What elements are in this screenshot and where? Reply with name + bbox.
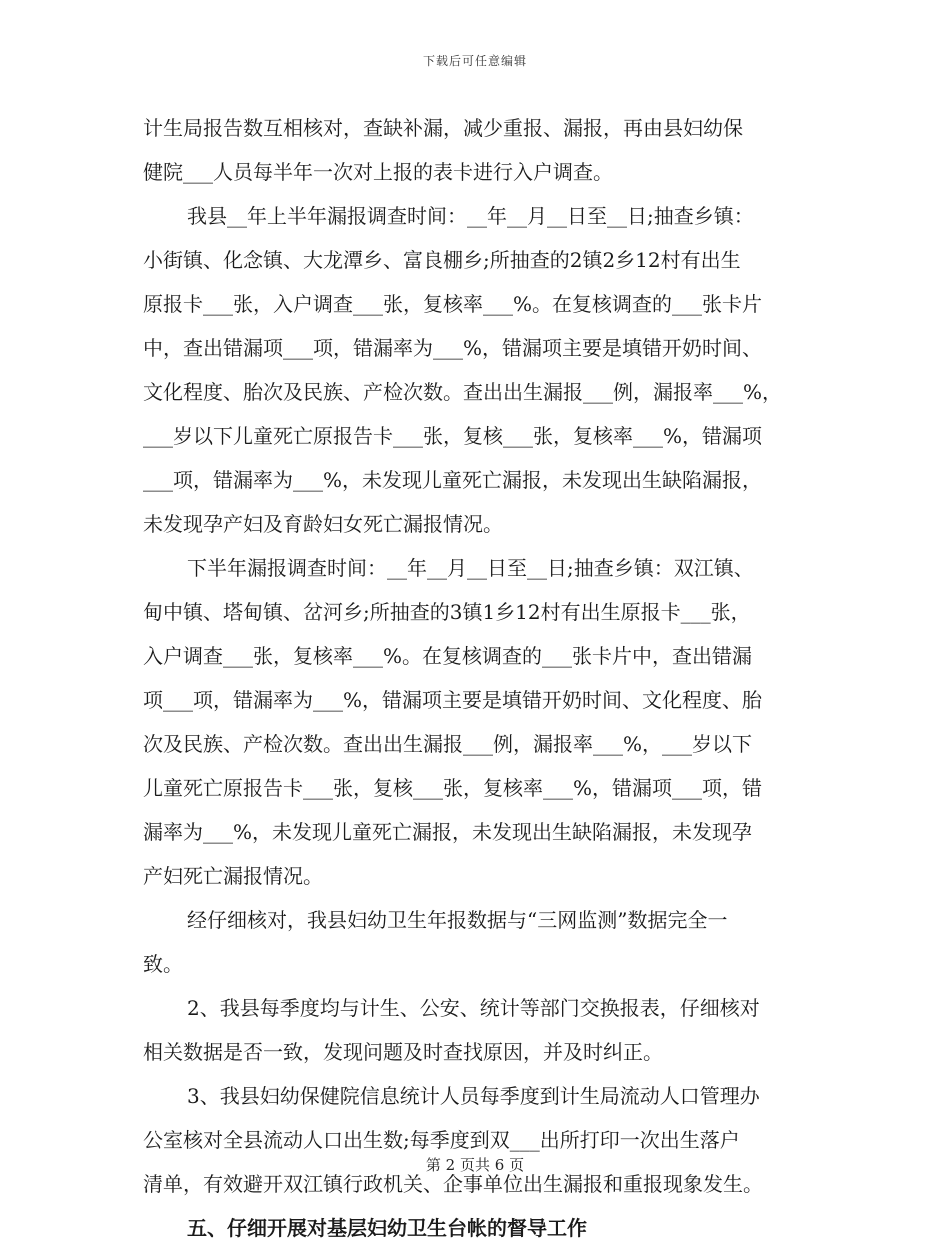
body-line: ___岁以下儿童死亡原报告卡___张，复核___张，复核率___%，错漏项 bbox=[143, 424, 763, 448]
body-line: 计生局报告数互相核对，查缺补漏，减少重报、漏报，再由县妇幼保 bbox=[143, 116, 743, 140]
body-line: 产妇死亡漏报情况。 bbox=[143, 864, 323, 888]
body-line: 漏率为___%，未发现儿童死亡漏报，未发现出生缺陷漏报，未发现孕 bbox=[143, 820, 753, 844]
body-line: 经仔细核对，我县妇幼卫生年报数据与“三网监测”数据完全一 bbox=[187, 908, 728, 932]
section-heading: 五、仔细开展对基层妇幼卫生台帐的督导工作 bbox=[187, 1216, 587, 1240]
body-line: 文化程度、胎次及民族、产检次数。查出出生漏报___例，漏报率___%， bbox=[143, 380, 783, 404]
body-line: 2、我县每季度均与计生、公安、统计等部门交换报表，仔细核对 bbox=[187, 996, 760, 1020]
body-line: 公室核对全县流动人口出生数;每季度到双___出所打印一次出生落户 bbox=[143, 1128, 740, 1152]
body-line: 入户调查___张，复核率___%。在复核调查的___张卡片中，查出错漏 bbox=[143, 644, 753, 668]
page-number: 第 2 页共 6 页 bbox=[425, 1156, 525, 1174]
body-line: 下半年漏报调查时间：__年__月__日至__日;抽查乡镇：双江镇、 bbox=[187, 556, 754, 580]
body-line: 小街镇、化念镇、大龙潭乡、富良棚乡;所抽查的2镇2乡12村有出生 bbox=[143, 248, 741, 272]
body-line: 相关数据是否一致，发现问题及时查找原因，并及时纠正。 bbox=[143, 1040, 663, 1064]
body-line: 3、我县妇幼保健院信息统计人员每季度到计生局流动人口管理办 bbox=[187, 1084, 760, 1108]
body-line: 甸中镇、塔甸镇、岔河乡;所抽查的3镇1乡12村有出生原报卡___张， bbox=[143, 600, 751, 624]
body-line: 次及民族、产检次数。查出出生漏报___例，漏报率___%，___岁以下 bbox=[143, 732, 753, 756]
body-line: 项___项，错漏率为___%，错漏项主要是填错开奶时间、文化程度、胎 bbox=[143, 688, 763, 712]
body-line: ___项，错漏率为___%，未发现儿童死亡漏报，未发现出生缺陷漏报， bbox=[143, 468, 763, 492]
document-body bbox=[143, 106, 813, 1250]
body-line: 健院___人员每半年一次对上报的表卡进行入户调查。 bbox=[143, 160, 613, 184]
body-line: 原报卡___张，入户调查___张，复核率___%。在复核调查的___张卡片 bbox=[143, 292, 763, 316]
body-line: 中，查出错漏项___项，错漏率为___%，错漏项主要是填错开奶时间、 bbox=[143, 336, 763, 360]
body-line: 我县__年上半年漏报调查时间：__年__月__日至__日;抽查乡镇： bbox=[187, 204, 754, 228]
body-line: 致。 bbox=[143, 952, 183, 976]
body-line: 清单，有效避开双江镇行政机关、企事单位出生漏报和重报现象发生。 bbox=[143, 1172, 763, 1196]
body-line: 儿童死亡原报告卡___张，复核___张，复核率___%，错漏项___项，错 bbox=[143, 776, 763, 800]
header-note: 下载后可任意编辑 bbox=[422, 54, 527, 68]
body-line: 未发现孕产妇及育龄妇女死亡漏报情况。 bbox=[143, 512, 503, 536]
